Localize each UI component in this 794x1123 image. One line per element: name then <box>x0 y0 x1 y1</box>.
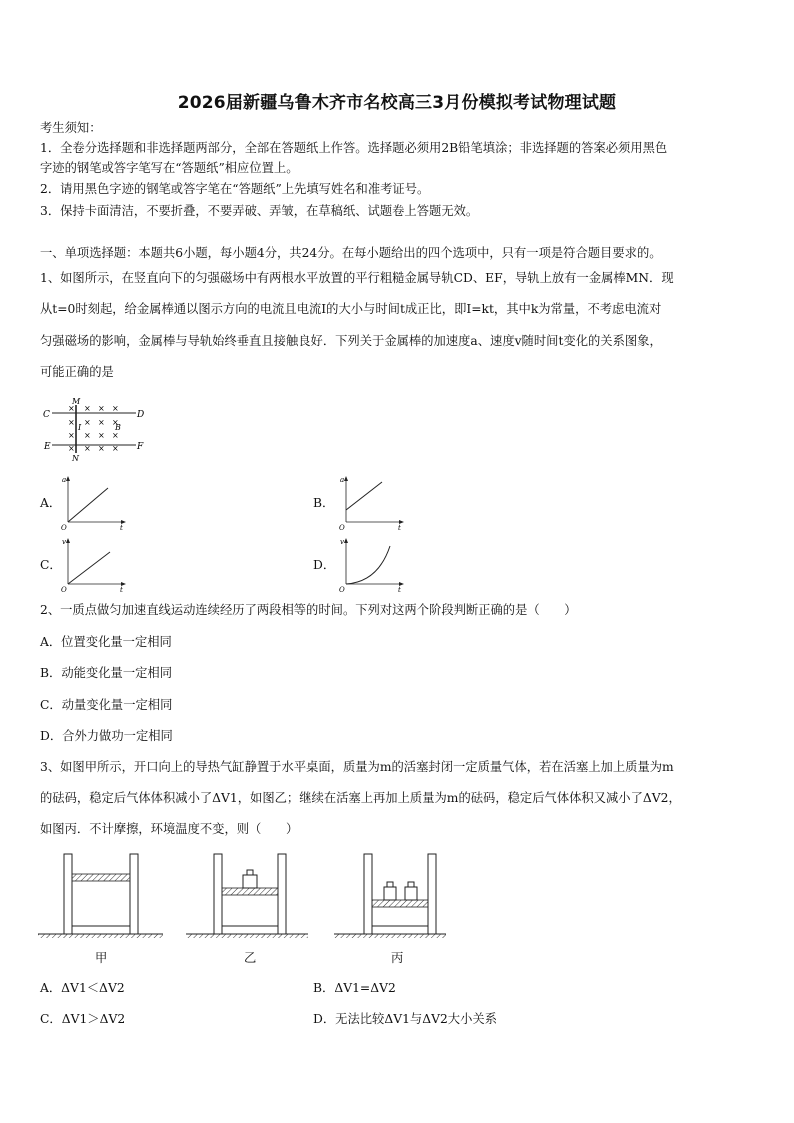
field-cross: × <box>68 431 75 440</box>
notice-heading: 考生须知： <box>40 121 102 135</box>
svg-text:v: v <box>340 538 344 546</box>
field-cross: × <box>112 404 119 413</box>
svg-text:t: t <box>120 524 123 532</box>
section-heading: 一、单项选择题：本题共6小题，每小题4分，共24分。在每小题给出的四个选项中，只有一项是符合题目要求的。 <box>40 246 662 260</box>
q3-option-d[interactable]: D．无法比较ΔV1与ΔV2大小关系 <box>313 1012 497 1026</box>
q1-option-d-graph <box>336 536 406 592</box>
svg-text:F: F <box>137 442 144 452</box>
field-cross: × <box>68 418 75 427</box>
q3-line-1: 3、如图甲所示，开口向上的导热气缸静置于水平桌面，质量为m的活塞封闭一定质量气体，若在活塞上加上质量为m <box>40 760 674 774</box>
svg-text:a: a <box>340 476 345 484</box>
q2-option-d[interactable]: D．合外力做功一定相同 <box>40 729 173 743</box>
field-cross: × <box>84 404 91 413</box>
exam-title: 2026届新疆乌鲁木齐市名校高三3月份模拟考试物理试题 <box>177 93 617 113</box>
q2-option-a[interactable]: A．位置变化量一定相同 <box>40 635 172 649</box>
svg-text:D: D <box>137 410 145 420</box>
q1-option-d-label[interactable]: D． <box>313 558 336 572</box>
svg-text:I: I <box>78 423 82 432</box>
svg-text:t: t <box>398 586 401 594</box>
field-cross: × <box>98 431 105 440</box>
q2-option-c[interactable]: C．动量变化量一定相同 <box>40 698 173 712</box>
cylinder-bing <box>334 854 446 938</box>
svg-text:B: B <box>115 423 121 432</box>
field-cross: × <box>84 444 91 453</box>
q1-line-4: 可能正确的是 <box>40 365 114 379</box>
q1-line-2: 从t=0时刻起，给金属棒通以图示方向的电流且电流I的大小与时间t成正比，即I=kt，其中k为常量，不考虑电流对 <box>40 302 662 316</box>
svg-text:O: O <box>61 586 67 594</box>
field-cross: × <box>112 418 119 427</box>
field-cross: × <box>84 418 91 427</box>
q1-option-c-label[interactable]: C． <box>40 558 62 572</box>
svg-text:t: t <box>120 586 123 594</box>
notice-item-1: 1．全卷分选择题和非选择题两部分，全部在答题纸上作答。选择题必须用2B铅笔填涂；非选择题的答案必须用黑色 <box>40 141 668 155</box>
svg-text:t: t <box>398 524 401 532</box>
q1-rail-figure <box>40 395 160 463</box>
q3-line-3: 如图丙．不计摩擦，环境温度不变，则（ ） <box>40 822 299 836</box>
q3-option-c[interactable]: C．ΔV1＞ΔV2 <box>40 1012 126 1026</box>
q3-cylinder-figures <box>38 850 448 945</box>
svg-text:E: E <box>44 442 51 452</box>
q2-option-b[interactable]: B．动能变化量一定相同 <box>40 666 173 680</box>
q1-line-1: 1、如图所示，在竖直向下的匀强磁场中有两根水平放置的平行粗糙金属导轨CD、EF，导轨上放有一金属棒MN．现 <box>40 271 674 285</box>
q2-stem: 2、一质点做匀加速直线运动连续经历了两段相等的时间。下列对这两个阶段判断正确的是（ ） <box>40 603 577 617</box>
svg-text:O: O <box>339 524 345 532</box>
field-cross: × <box>98 404 105 413</box>
notice-item-3: 3．保持卡面清洁，不要折叠，不要弄破、弄皱，在草稿纸、试题卷上答题无效。 <box>40 204 479 218</box>
q3-caption-jia: 甲 <box>95 951 108 965</box>
svg-text:M: M <box>72 397 81 406</box>
q3-option-a[interactable]: A．ΔV1＜ΔV2 <box>40 981 125 995</box>
field-cross: × <box>112 431 119 440</box>
field-cross: × <box>68 404 75 413</box>
svg-text:v: v <box>62 538 66 546</box>
field-cross: × <box>98 444 105 453</box>
svg-text:C: C <box>43 410 50 420</box>
field-cross: × <box>84 431 91 440</box>
notice-item-1-cont: 字迹的钢笔或答字笔写在“答题纸”相应位置上。 <box>40 161 299 175</box>
q3-caption-yi: 乙 <box>244 951 257 965</box>
svg-text:O: O <box>61 524 67 532</box>
notice-item-2: 2．请用黑色字迹的钢笔或答字笔在“答题纸”上先填写姓名和准考证号。 <box>40 182 430 196</box>
field-cross: × <box>98 418 105 427</box>
q1-option-b-graph <box>336 474 406 530</box>
q1-line-3: 匀强磁场的影响，金属棒与导轨始终垂直且接触良好．下列关于金属棒的加速度a、速度v随时间t变化的关系图象， <box>40 334 662 348</box>
svg-text:N: N <box>72 454 79 463</box>
q3-caption-bing: 丙 <box>391 951 404 965</box>
q3-option-b[interactable]: B．ΔV1=ΔV2 <box>313 981 396 995</box>
q1-option-b-label[interactable]: B． <box>313 496 335 510</box>
svg-text:a: a <box>62 476 67 484</box>
cylinder-jia <box>38 854 163 938</box>
q3-line-2: 的砝码，稳定后气体体积减小了ΔV1，如图乙；继续在活塞上再加上质量为m的砝码，稳定后气体体积又减小了ΔV2， <box>40 791 681 805</box>
cylinder-yi <box>186 854 308 938</box>
q1-option-a-label[interactable]: A． <box>40 496 62 510</box>
svg-text:O: O <box>339 586 345 594</box>
q1-option-a-graph <box>58 474 128 530</box>
field-cross: × <box>68 444 75 453</box>
q1-option-c-graph <box>58 536 128 592</box>
field-cross: × <box>112 444 119 453</box>
